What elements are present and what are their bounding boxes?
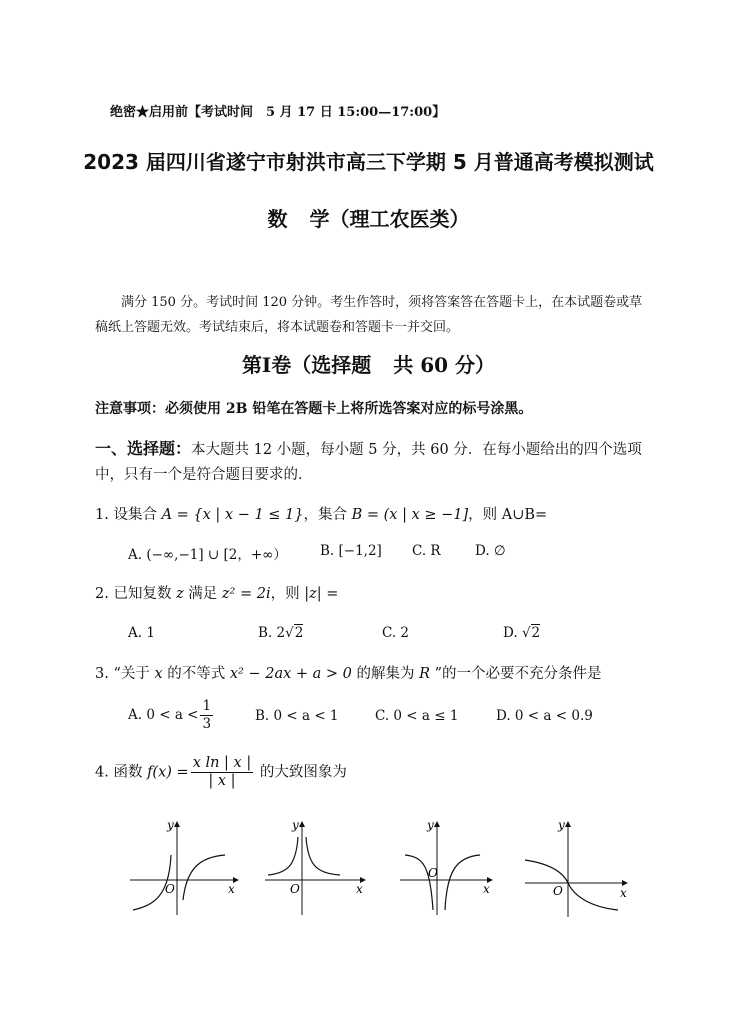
q2-option-a[interactable]: A. 1 bbox=[128, 625, 155, 641]
q4-graph-c[interactable] bbox=[395, 815, 515, 925]
graph-a-plot bbox=[125, 815, 245, 925]
q3-option-c[interactable]: C. 0 < a ≤ 1 bbox=[375, 708, 459, 724]
q2-option-b[interactable]: B. 2√2 bbox=[258, 625, 304, 641]
curve-left bbox=[268, 837, 298, 875]
q3-option-b[interactable]: B. 0 < a < 1 bbox=[255, 708, 339, 724]
y-label: y bbox=[167, 818, 174, 832]
x-label: x bbox=[620, 886, 627, 900]
y-axis-arrow bbox=[174, 821, 180, 827]
y-axis-arrow bbox=[434, 821, 440, 827]
q3-option-a[interactable]: A. 0 < a < $\frac{1}{3}$ bbox=[128, 698, 212, 732]
q1-option-c[interactable]: C. R bbox=[412, 543, 441, 559]
curve-right bbox=[183, 855, 225, 900]
y-label: y bbox=[292, 818, 299, 832]
graph-d-plot bbox=[520, 815, 640, 925]
y-label: y bbox=[427, 818, 434, 832]
section-heading: 一、选择题：本大题共 12 小题，每小题 5 分，共 60 分．在每小题给出的四个选项中，只有一个是符合题目要求的． bbox=[95, 439, 642, 483]
graph-b-plot bbox=[260, 815, 380, 925]
q2-option-c[interactable]: C. 2 bbox=[382, 625, 410, 641]
y-label: y bbox=[558, 818, 565, 832]
part-one-heading: 第Ⅰ卷（选择题 共 60 分） bbox=[241, 353, 496, 377]
q3-option-d[interactable]: D. 0 < a < 0.9 bbox=[496, 708, 593, 724]
q1-option-b[interactable]: B. [−1,2] bbox=[320, 543, 382, 559]
q2-option-d[interactable]: D. √2 bbox=[503, 625, 541, 641]
confidential-header: 绝密★启用前【考试时间 5 月 17 日 15:00—17:00】 bbox=[110, 105, 446, 120]
q4-graph-b[interactable] bbox=[260, 815, 380, 925]
origin-label: O bbox=[290, 882, 300, 896]
x-label: x bbox=[483, 882, 490, 896]
q1-option-a[interactable]: A. (−∞,−1] ∪ [2，+∞） bbox=[128, 547, 287, 563]
exam-instructions: 满分 150 分。考试时间 120 分钟。考生作答时，须将答案答在答题卡上，在本试题卷或草稿纸上答题无效。考试结束后，将本试题卷和答题卡一并交回。 bbox=[95, 295, 643, 335]
curve-left bbox=[405, 855, 433, 910]
question-4: 4. 函数 f(x) = $\frac{\text{x ln | x |}}{| x |}$ 的大致图象为 bbox=[95, 755, 347, 789]
origin-label: O bbox=[553, 884, 563, 898]
question-1: 1. 设集合 A = {x | x − 1 ≤ 1}，集合 B = (x | x ≥ −1]，则 A∪B= bbox=[95, 507, 548, 523]
curve-right bbox=[445, 855, 480, 910]
curve-right bbox=[306, 837, 340, 875]
subject-title: 数 学（理工农医类） bbox=[267, 207, 470, 231]
notice: 注意事项：必须使用 2B 铅笔在答题卡上将所选答案对应的标号涂黑。 bbox=[95, 401, 533, 417]
origin-label: O bbox=[428, 866, 438, 880]
q4-graph-d[interactable] bbox=[520, 815, 640, 925]
q1-option-d[interactable]: D. ∅ bbox=[475, 543, 506, 559]
question-3: 3. “关于 x 的不等式 x² − 2ax + a > 0 的解集为 R ”的一个必要不充分条件是 bbox=[95, 666, 602, 682]
y-axis-arrow bbox=[299, 821, 305, 827]
y-axis-arrow bbox=[565, 821, 571, 827]
x-label: x bbox=[356, 882, 363, 896]
exam-title: 2023 届四川省遂宁市射洪市高三下学期 5 月普通高考模拟测试 bbox=[83, 150, 654, 174]
x-label: x bbox=[228, 882, 235, 896]
graph-c-plot bbox=[395, 815, 515, 925]
origin-label: O bbox=[165, 882, 175, 896]
q4-graph-a[interactable] bbox=[125, 815, 245, 925]
curve bbox=[525, 860, 618, 910]
question-2: 2. 已知复数 z 满足 z² = 2i，则 |z| = bbox=[95, 586, 339, 602]
